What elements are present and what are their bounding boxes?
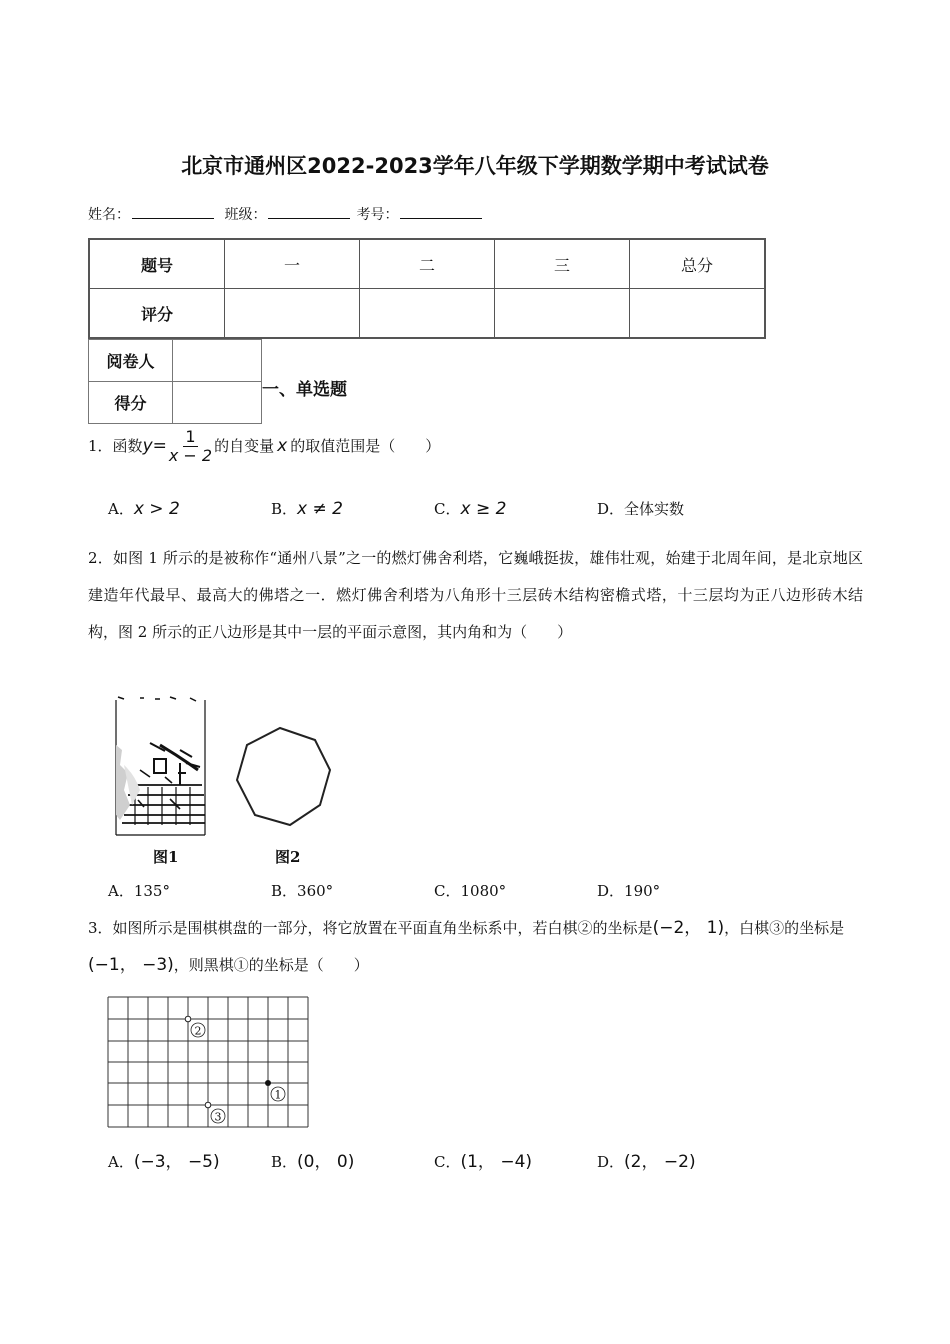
option-value: x ≠ 2: [297, 499, 343, 519]
exam-title: 北京市通州区2022-2023学年八年级下学期数学期中考试试卷: [181, 154, 769, 178]
option-value: 1080°: [460, 882, 507, 900]
option-label: B．: [271, 882, 298, 900]
option-value: (−3， −5): [133, 1152, 220, 1172]
option-label: D．: [597, 1153, 625, 1171]
section-score-field[interactable]: [173, 382, 262, 424]
question-number: 3．: [88, 919, 113, 937]
option-value: 360°: [297, 882, 334, 900]
option-c[interactable]: [434, 1147, 597, 1172]
option-label: B．: [271, 1153, 298, 1171]
question-text: 如图所示是围棋棋盘的一部分，将它放置在平面直角坐标系中，若白棋②的坐标是: [112, 919, 653, 937]
figure-2-octagon: [230, 722, 340, 832]
score-cell-total: 总分: [630, 239, 766, 289]
score-input-3[interactable]: [495, 289, 630, 339]
question-number: 2．: [88, 549, 113, 567]
option-c[interactable]: [434, 880, 597, 901]
option-a[interactable]: [108, 880, 271, 901]
name-field[interactable]: [132, 206, 214, 219]
option-b[interactable]: [271, 1147, 434, 1172]
question-number: 1．: [88, 437, 113, 455]
option-d[interactable]: [597, 1147, 760, 1172]
score-table-header-row: [89, 239, 765, 289]
black-stone-1-icon: [265, 1080, 271, 1086]
option-label: A．: [108, 500, 134, 518]
question-2-options: [108, 880, 808, 901]
question-text: 如图 1 所示的是被称作“通州八景”之一的燃灯佛舍利塔，它巍峨挺拔，雄伟壮观，始建于北周年间，是北京地区建造年代最早、最高大的佛塔之一．燃灯佛舍利塔为八角形十三层砖木结构密檐式塔，十三层均为正八边形砖木结构，图 2 所示的正八边形是其中一层的平面示意图，其内角和为（ ）: [88, 549, 863, 641]
pagoda-image: [110, 695, 210, 840]
option-value: x > 2: [133, 499, 180, 519]
score-cell-section-1: 一: [225, 239, 360, 289]
option-value: 135°: [133, 882, 170, 900]
option-value: x ≥ 2: [460, 499, 507, 519]
score-input-2[interactable]: [360, 289, 495, 339]
option-a[interactable]: [108, 498, 271, 519]
white-stone-2-icon: [185, 1016, 191, 1022]
fraction-denominator: x − 2: [168, 446, 213, 465]
go-board-figure: [107, 995, 312, 1130]
exam-number-label: 考号：: [356, 207, 399, 223]
option-label: C．: [434, 500, 461, 518]
score-cell-question-number: 题号: [89, 239, 225, 289]
grader-field[interactable]: [173, 340, 262, 382]
option-label: D．: [597, 882, 625, 900]
question-1-options: [108, 498, 808, 519]
question-2: [88, 540, 863, 651]
formula-equals: =: [152, 436, 167, 456]
octagon-icon: [230, 722, 340, 832]
coordinate-white-2: (−2， 1): [652, 918, 725, 938]
exam-number-field[interactable]: [400, 206, 482, 219]
score-input-1[interactable]: [225, 289, 360, 339]
svg-text:3: 3: [214, 1110, 222, 1124]
option-label: C．: [434, 882, 461, 900]
go-board-grid: [107, 995, 312, 1130]
section-heading: 一、单选题: [262, 380, 347, 400]
score-table: [88, 238, 766, 339]
option-b[interactable]: [271, 880, 434, 901]
score-cell-section-3: 三: [495, 239, 630, 289]
option-d[interactable]: [597, 880, 760, 901]
formula-variable-x: x: [277, 436, 288, 456]
grader-label: 阅卷人: [89, 340, 173, 382]
option-value: 190°: [624, 882, 661, 900]
option-d[interactable]: [597, 498, 760, 519]
white-stone-3-icon: [205, 1102, 211, 1108]
question-3: [88, 910, 863, 984]
figure-2-label: 图2: [275, 848, 301, 866]
score-cell-section-2: 二: [360, 239, 495, 289]
svg-text:2: 2: [194, 1024, 202, 1038]
option-label: A．: [108, 1153, 134, 1171]
class-label: 班级：: [224, 207, 267, 223]
option-value: (0， 0): [297, 1152, 355, 1172]
question-text: 的取值范围是（ ）: [290, 437, 441, 455]
option-label: D．: [597, 500, 625, 518]
option-value: 全体实数: [624, 500, 685, 518]
student-info-line: [88, 204, 488, 224]
section-score-label: 得分: [89, 382, 173, 424]
option-label: A．: [108, 882, 134, 900]
class-field[interactable]: [268, 206, 350, 219]
option-value: (1， −4): [460, 1152, 533, 1172]
question-1: [88, 428, 440, 465]
coordinate-white-3: (−1， −3): [88, 955, 174, 975]
figure-1-pagoda-photo: [110, 695, 210, 840]
formula-variable-y: y: [142, 436, 153, 456]
grader-row: [89, 340, 262, 382]
question-text: ，白棋③的坐标是: [724, 919, 845, 937]
option-a[interactable]: [108, 1147, 271, 1172]
option-b[interactable]: [271, 498, 434, 519]
question-text: 函数: [112, 437, 143, 455]
score-input-total[interactable]: [630, 289, 766, 339]
section-score-row: [89, 382, 262, 424]
svg-text:1: 1: [274, 1088, 282, 1102]
score-table-score-row: [89, 289, 765, 339]
score-cell-score-label: 评分: [89, 289, 225, 339]
grader-table: [88, 339, 262, 424]
question-text: ，则黑棋①的坐标是（ ）: [173, 956, 369, 974]
option-c[interactable]: [434, 498, 597, 519]
name-label: 姓名：: [88, 207, 130, 223]
figure-1-label: 图1: [153, 848, 179, 866]
fraction: [169, 428, 212, 465]
fraction-numerator: 1: [185, 427, 196, 446]
option-value: (2， −2): [624, 1152, 696, 1172]
question-3-options: [108, 1147, 808, 1172]
question-text: 的自变量: [214, 437, 275, 455]
option-label: B．: [271, 500, 298, 518]
option-label: C．: [434, 1153, 461, 1171]
